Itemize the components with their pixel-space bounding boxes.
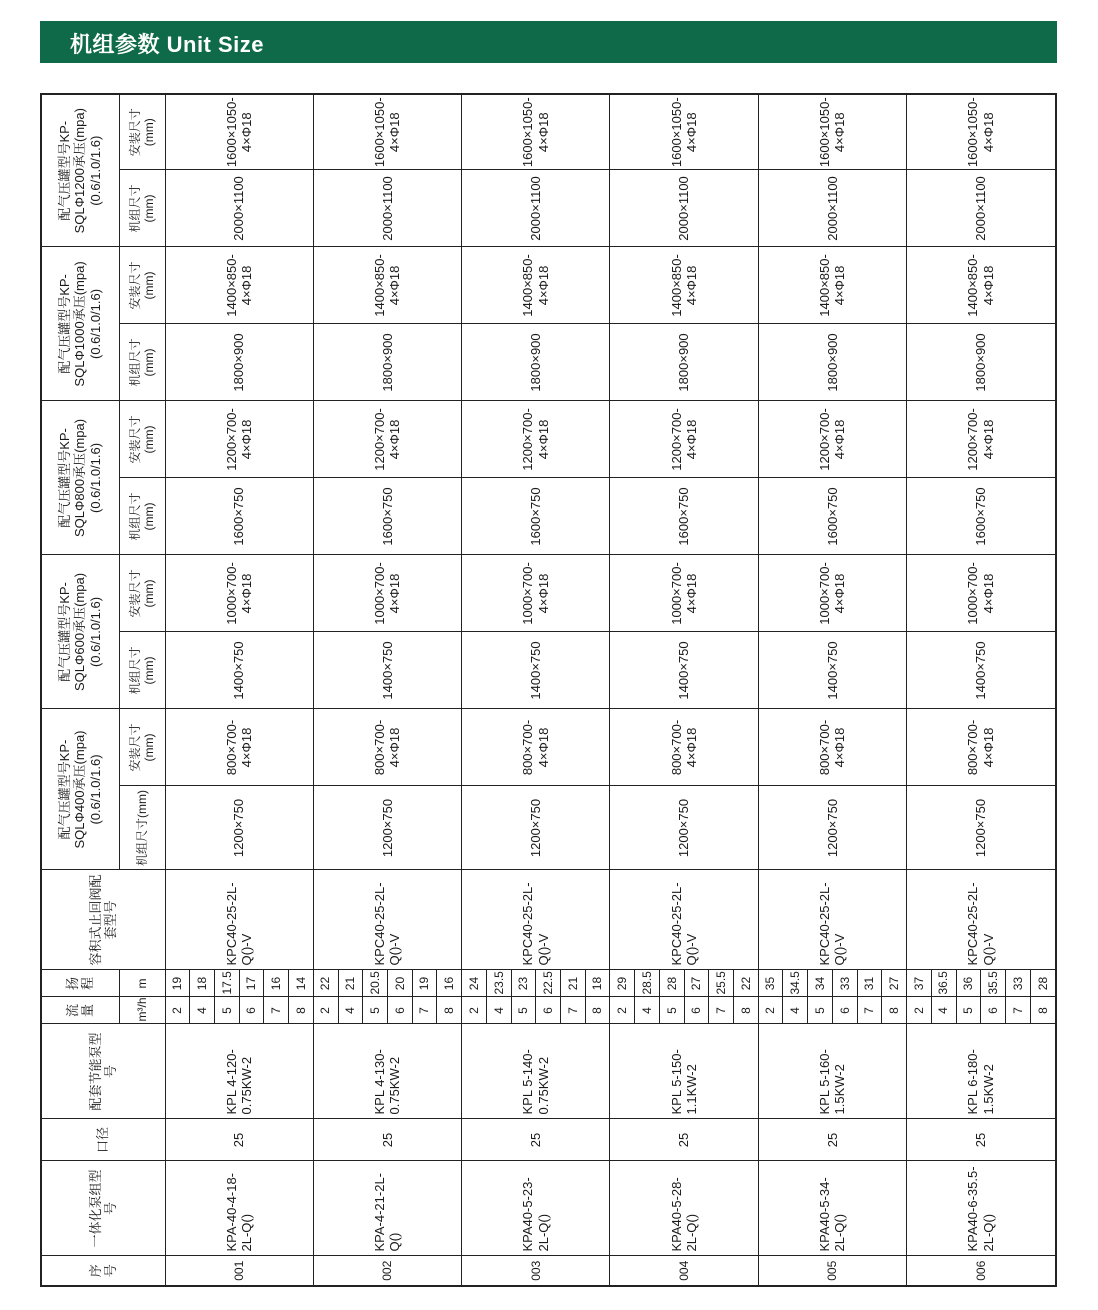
row-tank-install-size: 1400×850-4×Φ18	[165, 247, 313, 324]
row-pump-model: KPL 5-150-1.1KW-2	[610, 1024, 758, 1119]
row-flow: 8	[882, 997, 907, 1024]
row-head: 16	[437, 970, 462, 997]
row-tank-install-size: 1200×700-4×Φ18	[907, 401, 1056, 478]
row-head: 33	[832, 970, 857, 997]
row-flow: 6	[684, 997, 709, 1024]
row-tank-install-size: 1600×1050-4×Φ18	[610, 94, 758, 170]
row-head: 31	[857, 970, 882, 997]
row-head: 21	[561, 970, 586, 997]
row-head: 23	[511, 970, 536, 997]
row-pump-model: KPL 4-130-0.75KW-2	[313, 1024, 461, 1119]
col-header-install-size: 安装尺寸(mm)	[119, 247, 165, 324]
row-tank-install-size: 800×700-4×Φ18	[165, 709, 313, 786]
col-header-bore: 口径	[41, 1119, 165, 1161]
row-seq: 004	[610, 1256, 758, 1286]
row-head: 22.5	[536, 970, 561, 997]
row-head: 23.5	[486, 970, 511, 997]
row-tank-install-size: 800×700-4×Φ18	[610, 709, 758, 786]
row-unit-model: KPA-4-21-2L-Q()	[313, 1161, 461, 1256]
col-header-unit-size: 机组尺寸(mm)	[119, 170, 165, 247]
tank-group-header: 配气压罐型号KP-SQLΦ400承压(mpa)(0.6/1.0/1.6)	[41, 709, 119, 870]
section-title: 机组参数 Unit Size	[70, 32, 265, 57]
row-tank-install-size: 1600×1050-4×Φ18	[758, 94, 906, 170]
row-flow: 7	[561, 997, 586, 1024]
row-tank-unit-size: 2000×1100	[165, 170, 313, 247]
row-flow: 7	[412, 997, 437, 1024]
col-header-install-size: 安装尺寸(mm)	[119, 555, 165, 632]
row-flow: 2	[462, 997, 487, 1024]
row-flow: 6	[832, 997, 857, 1024]
row-tank-install-size: 1000×700-4×Φ18	[907, 555, 1056, 632]
tank-group-header: 配气压罐型号KP-SQLΦ1200承压(mpa)(0.6/1.0/1.6)	[41, 94, 119, 247]
row-flow: 8	[437, 997, 462, 1024]
row-tank-install-size: 1400×850-4×Φ18	[758, 247, 906, 324]
row-head: 22	[313, 970, 338, 997]
row-flow: 4	[486, 997, 511, 1024]
row-tank-unit-size: 1400×750	[462, 632, 610, 709]
row-head: 18	[585, 970, 610, 997]
row-tank-unit-size: 1400×750	[758, 632, 906, 709]
col-header-seq: 序号	[41, 1256, 165, 1286]
row-bore: 25	[313, 1119, 461, 1161]
row-unit-model: KPA-40-4-18-2L-Q()	[165, 1161, 313, 1256]
rotated-table-stage	[40, 93, 1057, 1287]
table-row	[313, 94, 338, 1286]
row-flow: 4	[931, 997, 956, 1024]
row-tank-install-size: 1400×850-4×Φ18	[462, 247, 610, 324]
row-seq: 006	[907, 1256, 1056, 1286]
row-flow: 5	[363, 997, 388, 1024]
row-tank-unit-size: 1600×750	[907, 478, 1056, 555]
row-head: 19	[412, 970, 437, 997]
row-bore: 25	[462, 1119, 610, 1161]
row-tank-unit-size: 2000×1100	[462, 170, 610, 247]
row-flow: 2	[610, 997, 635, 1024]
row-head: 17	[239, 970, 264, 997]
row-tank-install-size: 1000×700-4×Φ18	[313, 555, 461, 632]
row-head: 14	[289, 970, 314, 997]
row-flow: 2	[165, 997, 190, 1024]
col-header-install-size: 安装尺寸(mm)	[119, 401, 165, 478]
row-tank-install-size: 1600×1050-4×Φ18	[907, 94, 1056, 170]
row-tank-unit-size: 1400×750	[907, 632, 1056, 709]
row-tank-install-size: 1200×700-4×Φ18	[313, 401, 461, 478]
row-flow: 8	[734, 997, 759, 1024]
row-bore: 25	[907, 1119, 1056, 1161]
row-flow: 5	[214, 997, 239, 1024]
col-header-valve: 容积式止回阀配套型号	[41, 870, 165, 970]
row-tank-install-size: 1600×1050-4×Φ18	[165, 94, 313, 170]
table-row	[758, 94, 783, 1286]
row-tank-unit-size: 1200×750	[165, 786, 313, 870]
row-tank-install-size: 1200×700-4×Φ18	[610, 401, 758, 478]
row-valve: KPC40-25-2L-Q()-V	[758, 870, 906, 970]
row-flow: 5	[956, 997, 981, 1024]
row-unit-model: KPA40-5-28-2L-Q()	[610, 1161, 758, 1256]
row-tank-unit-size: 1200×750	[758, 786, 906, 870]
row-tank-unit-size: 1200×750	[907, 786, 1056, 870]
row-head: 27	[684, 970, 709, 997]
row-flow: 8	[1030, 997, 1056, 1024]
row-tank-unit-size: 2000×1100	[907, 170, 1056, 247]
row-pump-model: KPL 4-120-0.75KW-2	[165, 1024, 313, 1119]
col-header-unit-size: 机组尺寸(mm)	[119, 632, 165, 709]
row-head: 33	[1005, 970, 1030, 997]
row-tank-unit-size: 1800×900	[758, 324, 906, 401]
table-row	[165, 94, 190, 1286]
row-tank-unit-size: 1800×900	[907, 324, 1056, 401]
row-flow: 2	[907, 997, 932, 1024]
col-header-install-size: 安装尺寸(mm)	[119, 709, 165, 786]
row-tank-unit-size: 2000×1100	[313, 170, 461, 247]
row-bore: 25	[758, 1119, 906, 1161]
row-tank-install-size: 1400×850-4×Φ18	[610, 247, 758, 324]
row-head: 25.5	[709, 970, 734, 997]
row-tank-install-size: 1000×700-4×Φ18	[165, 555, 313, 632]
col-header-head: 扬程	[41, 970, 119, 997]
row-head: 20	[387, 970, 412, 997]
row-head: 20.5	[363, 970, 388, 997]
col-header-install-size: 安装尺寸(mm)	[119, 94, 165, 170]
row-tank-install-size: 1600×1050-4×Φ18	[313, 94, 461, 170]
row-tank-install-size: 1000×700-4×Φ18	[610, 555, 758, 632]
row-unit-model: KPA40-6-35.5-2L-Q()	[907, 1161, 1056, 1256]
col-header-unit-size: 机组尺寸(mm)	[119, 324, 165, 401]
row-head: 29	[610, 970, 635, 997]
row-flow: 6	[239, 997, 264, 1024]
row-tank-unit-size: 1200×750	[610, 786, 758, 870]
row-head: 35	[758, 970, 783, 997]
row-tank-install-size: 800×700-4×Φ18	[758, 709, 906, 786]
table-row	[462, 94, 487, 1286]
row-flow: 2	[313, 997, 338, 1024]
row-tank-install-size: 1200×700-4×Φ18	[165, 401, 313, 478]
col-header-unit-size: 机组尺寸(mm)	[119, 478, 165, 555]
row-flow: 5	[808, 997, 833, 1024]
row-head: 27	[882, 970, 907, 997]
row-head: 28	[659, 970, 684, 997]
tank-group-header: 配气压罐型号KP-SQLΦ800承压(mpa)(0.6/1.0/1.6)	[41, 401, 119, 555]
row-tank-unit-size: 1600×750	[313, 478, 461, 555]
row-head: 35.5	[981, 970, 1006, 997]
row-head: 19	[165, 970, 190, 997]
row-tank-unit-size: 1800×900	[610, 324, 758, 401]
row-valve: KPC40-25-2L-Q()-V	[165, 870, 313, 970]
row-flow: 5	[659, 997, 684, 1024]
row-flow: 2	[758, 997, 783, 1024]
row-head: 16	[264, 970, 289, 997]
row-pump-model: KPL 6-180-1.5KW-2	[907, 1024, 1056, 1119]
row-flow: 6	[536, 997, 561, 1024]
row-tank-unit-size: 1800×900	[313, 324, 461, 401]
row-flow: 6	[387, 997, 412, 1024]
row-tank-install-size: 1200×700-4×Φ18	[758, 401, 906, 478]
row-tank-install-size: 800×700-4×Φ18	[313, 709, 461, 786]
unit-size-table	[40, 93, 1057, 1287]
row-tank-unit-size: 1200×750	[313, 786, 461, 870]
row-head: 36.5	[931, 970, 956, 997]
row-flow: 7	[709, 997, 734, 1024]
row-head: 37	[907, 970, 932, 997]
table-row	[610, 94, 635, 1286]
row-tank-install-size: 800×700-4×Φ18	[907, 709, 1056, 786]
tank-group-header: 配气压罐型号KP-SQLΦ1000承压(mpa)(0.6/1.0/1.6)	[41, 247, 119, 401]
row-tank-unit-size: 1600×750	[165, 478, 313, 555]
row-head: 28	[1030, 970, 1056, 997]
col-header-unit-size: 机组尺寸(mm)	[119, 786, 165, 870]
table-row	[907, 94, 932, 1286]
row-valve: KPC40-25-2L-Q()-V	[907, 870, 1056, 970]
row-pump-model: KPL 5-140-0.75KW-2	[462, 1024, 610, 1119]
section-banner	[40, 21, 1057, 63]
row-unit-model: KPA40-5-34-2L-Q()	[758, 1161, 906, 1256]
col-header-unit-model: 一体化泵组型号	[41, 1161, 165, 1256]
row-seq: 001	[165, 1256, 313, 1286]
row-tank-unit-size: 2000×1100	[758, 170, 906, 247]
row-tank-install-size: 1000×700-4×Φ18	[462, 555, 610, 632]
col-header-flow-unit: m³/h	[119, 997, 165, 1024]
row-tank-unit-size: 1600×750	[462, 478, 610, 555]
row-flow: 4	[635, 997, 660, 1024]
row-tank-unit-size: 1600×750	[758, 478, 906, 555]
row-head: 22	[734, 970, 759, 997]
row-tank-unit-size: 1400×750	[313, 632, 461, 709]
col-header-pump-model: 配套节能泵型号	[41, 1024, 165, 1119]
row-tank-install-size: 1000×700-4×Φ18	[758, 555, 906, 632]
row-head: 34.5	[783, 970, 808, 997]
row-flow: 5	[511, 997, 536, 1024]
row-valve: KPC40-25-2L-Q()-V	[462, 870, 610, 970]
row-tank-install-size: 800×700-4×Φ18	[462, 709, 610, 786]
row-flow: 8	[289, 997, 314, 1024]
row-tank-install-size: 1400×850-4×Φ18	[313, 247, 461, 324]
row-bore: 25	[165, 1119, 313, 1161]
row-head: 36	[956, 970, 981, 997]
row-tank-unit-size: 1200×750	[462, 786, 610, 870]
col-header-flow: 流量	[41, 997, 119, 1024]
row-seq: 003	[462, 1256, 610, 1286]
row-tank-unit-size: 1400×750	[165, 632, 313, 709]
row-unit-model: KPA40-5-23-2L-Q()	[462, 1161, 610, 1256]
row-head: 21	[338, 970, 363, 997]
col-header-head-unit: m	[119, 970, 165, 997]
row-flow: 8	[585, 997, 610, 1024]
row-seq: 005	[758, 1256, 906, 1286]
row-head: 34	[808, 970, 833, 997]
row-flow: 4	[783, 997, 808, 1024]
row-tank-unit-size: 1400×750	[610, 632, 758, 709]
row-tank-install-size: 1200×700-4×Φ18	[462, 401, 610, 478]
row-head: 18	[190, 970, 215, 997]
row-valve: KPC40-25-2L-Q()-V	[610, 870, 758, 970]
row-tank-unit-size: 1800×900	[165, 324, 313, 401]
row-flow: 7	[1005, 997, 1030, 1024]
row-head: 28.5	[635, 970, 660, 997]
row-tank-unit-size: 1600×750	[610, 478, 758, 555]
row-flow: 4	[190, 997, 215, 1024]
row-tank-install-size: 1600×1050-4×Φ18	[462, 94, 610, 170]
row-flow: 7	[857, 997, 882, 1024]
spec-sheet	[40, 93, 1057, 1287]
row-tank-install-size: 1400×850-4×Φ18	[907, 247, 1056, 324]
row-flow: 7	[264, 997, 289, 1024]
row-seq: 002	[313, 1256, 461, 1286]
row-tank-unit-size: 1800×900	[462, 324, 610, 401]
tank-group-header: 配气压罐型号KP-SQLΦ600承压(mpa)(0.6/1.0/1.6)	[41, 555, 119, 709]
row-bore: 25	[610, 1119, 758, 1161]
row-pump-model: KPL 5-160-1.5KW-2	[758, 1024, 906, 1119]
row-head: 17.5	[214, 970, 239, 997]
row-flow: 6	[981, 997, 1006, 1024]
row-valve: KPC40-25-2L-Q()-V	[313, 870, 461, 970]
row-flow: 4	[338, 997, 363, 1024]
row-head: 24	[462, 970, 487, 997]
row-tank-unit-size: 2000×1100	[610, 170, 758, 247]
